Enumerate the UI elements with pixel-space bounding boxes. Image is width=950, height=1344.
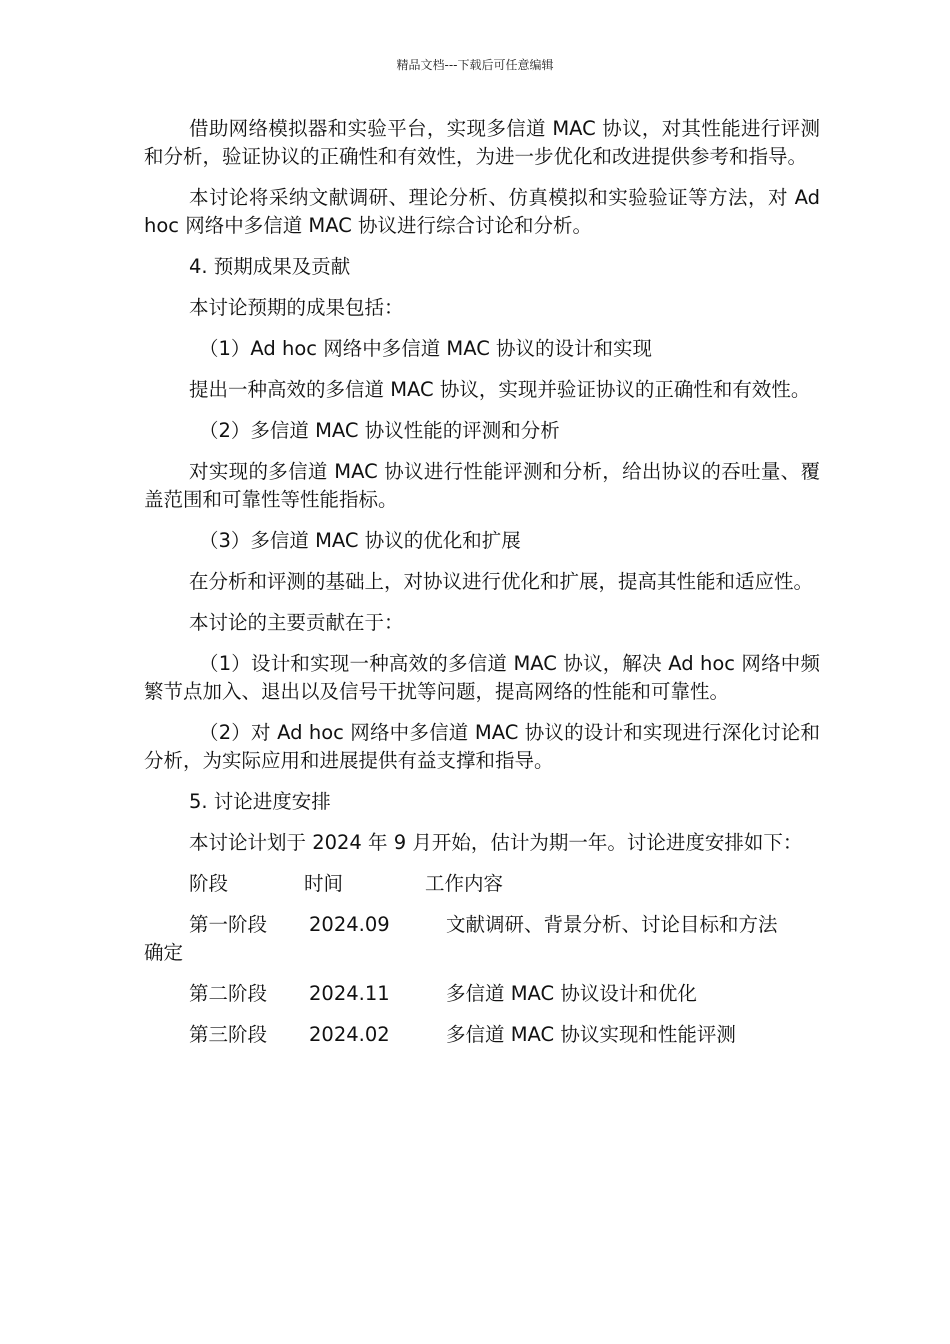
schedule-content: 多信道 MAC 协议设计和优化	[446, 982, 697, 1005]
outcome-item-2-text: 对实现的多信道 MAC 协议进行性能评测和分析，给出协议的吞吐量、覆盖范围和可靠性等性能指标。	[144, 460, 820, 511]
paragraph-goal: 借助网络模拟器和实验平台，实现多信道 MAC 协议，对其性能进行评测和分析，验证协议的正确性和有效性，为进一步优化和改进提供参考和指导。	[144, 117, 820, 168]
paragraph-methods: 本讨论将采纳文献调研、理论分析、仿真模拟和实验验证等方法，对 Ad hoc 网络中多信道 MAC 协议进行综合讨论和分析。	[144, 186, 820, 237]
paragraph-contributions-intro: 本讨论的主要贡献在于：	[189, 611, 404, 634]
outcome-item-2-title: （2）多信道 MAC 协议性能的评测和分析	[199, 419, 560, 442]
schedule-content: 文献调研、背景分析、讨论目标和方法	[446, 913, 778, 936]
contribution-item-2: （2）对 Ad hoc 网络中多信道 MAC 协议的设计和实现进行深化讨论和分析，为实际应用和进展提供有益支撑和指导。	[144, 721, 820, 772]
schedule-time: 2024.02	[309, 1023, 390, 1046]
schedule-row	[144, 980, 820, 1008]
schedule-header-row	[144, 870, 820, 898]
schedule-row	[144, 911, 820, 967]
schedule-header-content: 工作内容	[425, 872, 504, 895]
section-heading-outcomes: 4. 预期成果及贡献	[189, 255, 351, 278]
paragraph-outcomes-intro: 本讨论预期的成果包括：	[189, 296, 404, 319]
schedule-stage: 第一阶段	[189, 913, 268, 936]
schedule-header-stage: 阶段	[189, 872, 229, 895]
schedule-time: 2024.09	[309, 913, 390, 936]
schedule-content-continued: 确定	[144, 941, 184, 964]
schedule-time: 2024.11	[309, 982, 390, 1005]
outcome-item-1-text: 提出一种高效的多信道 MAC 协议，实现并验证协议的正确性和有效性。	[189, 378, 811, 401]
schedule-stage: 第三阶段	[189, 1023, 268, 1046]
outcome-item-1-title: （1）Ad hoc 网络中多信道 MAC 协议的设计和实现	[199, 337, 653, 360]
schedule-content: 多信道 MAC 协议实现和性能评测	[446, 1023, 736, 1046]
schedule-row	[144, 1021, 820, 1049]
schedule-stage: 第二阶段	[189, 982, 268, 1005]
paragraph-schedule-intro: 本讨论计划于 2024 年 9 月开始，估计为期一年。讨论进度安排如下：	[189, 831, 803, 854]
contribution-item-1: （1）设计和实现一种高效的多信道 MAC 协议，解决 Ad hoc 网络中频繁节点加入、退出以及信号干扰等问题，提高网络的性能和可靠性。	[144, 652, 820, 703]
schedule-header-time: 时间	[304, 872, 344, 895]
page-header: 精品文档---下载后可任意编辑	[396, 58, 554, 72]
document-body	[144, 115, 820, 1062]
outcome-item-3-title: （3）多信道 MAC 协议的优化和扩展	[199, 529, 521, 552]
outcome-item-3-text: 在分析和评测的基础上，对协议进行优化和扩展，提高其性能和适应性。	[189, 570, 814, 593]
section-heading-schedule: 5. 讨论进度安排	[189, 790, 331, 813]
